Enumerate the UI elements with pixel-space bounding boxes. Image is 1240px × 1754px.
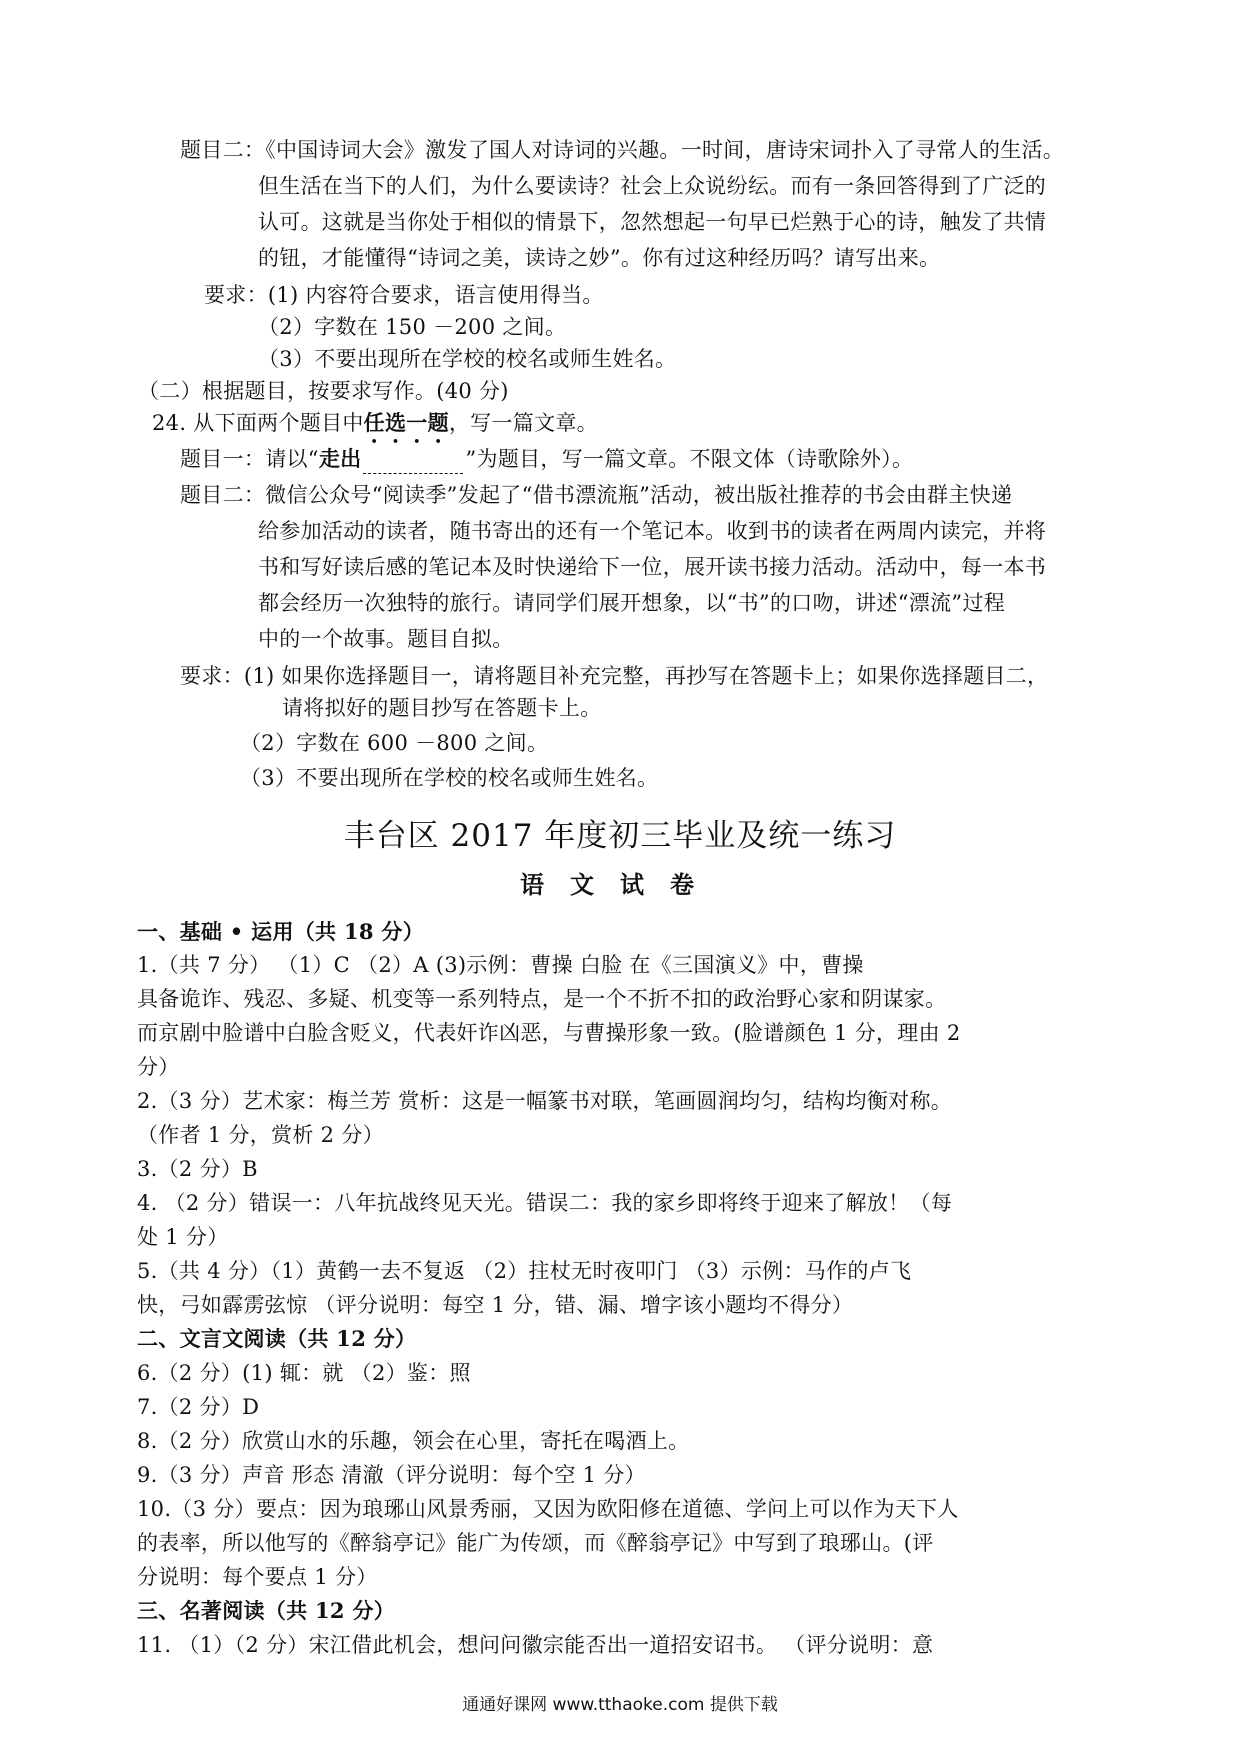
answer-4-line-2: 处 1 分） xyxy=(137,1225,229,1249)
requirement-2: （2）字数在 150 －200 之间。 xyxy=(258,315,567,339)
requirement-3: （3）不要出现所在学校的校名或师生姓名。 xyxy=(258,347,677,371)
answer-10-line-2: 的表率，所以他写的《醉翁亭记》能广为传颂，而《醉翁亭记》中写到了琅琊山。(评 xyxy=(137,1531,934,1555)
answer-1-line-4: 分） xyxy=(137,1055,180,1079)
question-24-suffix: ，写一篇文章。 xyxy=(448,411,598,435)
requirements-2-line-3: （2）字数在 600 －800 之间。 xyxy=(240,731,549,755)
topic-one-prefix: 题目一：请以“ xyxy=(180,447,319,471)
topic-one-suffix: ”为题目，写一篇文章。不限文体（诗歌除外）。 xyxy=(465,447,914,471)
answer-2-line-2: （作者 1 分，赏析 2 分） xyxy=(137,1123,384,1147)
requirements-2-line-1: 要求：(1) 如果你选择题目一，请将题目补充完整，再抄写在答题卡上；如果你选择题目二， xyxy=(180,664,1049,688)
topic-one xyxy=(180,444,913,474)
topic-two-line-4: 的钮，才能懂得“诗词之美，读诗之妙”。你有过这种经历吗？请写出来。 xyxy=(258,246,941,270)
topic-one-bold: 走出 xyxy=(318,446,362,471)
requirements-2-line-2: 请将拟好的题目抄写在答题卡上。 xyxy=(282,696,602,720)
answer-1-line-1: 1.（共 7 分） （1）C （2）A (3)示例：曹操 白脸 在《三国演义》中，曹操 xyxy=(137,953,864,977)
answer-10-line-3: 分说明：每个要点 1 分） xyxy=(137,1565,378,1589)
answer-9: 9.（3 分）声音 形态 清澈（评分说明：每个空 1 分） xyxy=(137,1463,646,1487)
topic-two-b-line-2: 给参加活动的读者，随书寄出的还有一个笔记本。收到书的读者在两周内读完，并将 xyxy=(258,519,1047,543)
answer-1-line-2: 具备诡诈、残忍、多疑、机变等一系列特点，是一个不折不扣的政治野心家和阴谋家。 xyxy=(137,987,947,1011)
topic-two-line-1: 题目二：《中国诗词大会》激发了国人对诗词的兴趣。一时间，唐诗宋词扑入了寻常人的生活。 xyxy=(180,138,1065,162)
question-24 xyxy=(152,408,598,448)
requirements-2-line-4: （3）不要出现所在学校的校名或师生姓名。 xyxy=(240,766,659,790)
section-two-heading: 二、文言文阅读（共 12 分） xyxy=(137,1326,417,1351)
requirement-1: 要求：(1) 内容符合要求，语言使用得当。 xyxy=(204,283,604,307)
footer-source: 通通好课网 www.tthaoke.com 提供下载 xyxy=(462,1695,778,1715)
answer-1-line-3: 而京剧中脸谱中白脸含贬义，代表奸诈凶恶，与曹操形象一致。(脸谱颜色 1 分，理由 2 xyxy=(137,1021,961,1045)
answer-6: 6.（2 分）(1) 辄：就 （2）鉴：照 xyxy=(137,1361,471,1385)
answer-5-line-1: 5.（共 4 分）（1）黄鹤一去不复返 （2）拄杖无时夜叩门 （3）示例：马作的卢飞 xyxy=(137,1259,912,1283)
answer-10-line-1: 10.（3 分）要点：因为琅琊山风景秀丽，又因为欧阳修在道德、学问上可以作为天下人 xyxy=(137,1497,959,1521)
topic-two-line-3: 认可。这就是当你处于相似的情景下，忽然想起一句早已烂熟于心的诗，触发了共情 xyxy=(258,210,1047,234)
answer-subtitle: 语文试卷 xyxy=(520,870,720,899)
answer-8: 8.（2 分）欣赏山水的乐趣，领会在心里，寄托在喝酒上。 xyxy=(137,1429,690,1453)
topic-two-b-line-5: 中的一个故事。题目自拟。 xyxy=(258,627,514,651)
answer-4-line-1: 4. （2 分）错误一：八年抗战终见天光。错误二：我的家乡即将终于迎来了解放！（每 xyxy=(137,1191,953,1215)
section-two-writing: （二）根据题目，按要求写作。(40 分) xyxy=(138,379,509,403)
answer-2-line-1: 2.（3 分）艺术家：梅兰芳 赏析：这是一幅篆书对联，笔画圆润均匀，结构均衡对称。 xyxy=(137,1089,953,1113)
section-one-heading: 一、基础 • 运用（共 18 分） xyxy=(137,919,424,944)
answer-3: 3.（2 分）B xyxy=(137,1157,258,1181)
answer-title: 丰台区 2017 年度初三毕业及统一练习 xyxy=(343,818,897,854)
question-24-emphasis: 任选一题 xyxy=(363,410,449,435)
answer-5-line-2: 快，弓如霹雳弦惊 （评分说明：每空 1 分，错、漏、增字该小题均不得分） xyxy=(137,1293,854,1317)
answer-7: 7.（2 分）D xyxy=(137,1395,260,1419)
topic-two-b-line-1: 题目二：微信公众号“阅读季”发起了“借书漂流瓶”活动，被出版社推荐的书会由群主快递 xyxy=(180,483,1013,507)
topic-two-line-2: 但生活在当下的人们，为什么要读诗？社会上众说纷纭。而有一条回答得到了广泛的 xyxy=(258,174,1047,198)
section-three-heading: 三、名著阅读（共 12 分） xyxy=(137,1598,396,1623)
topic-two-b-line-3: 书和写好读后感的笔记本及时快递给下一位，展开读书接力活动。活动中，每一本书 xyxy=(258,555,1047,579)
answer-11-line-1: 11. （1）（2 分）宋江借此机会，想问问徽宗能否出一道招安诏书。 （评分说明：意 xyxy=(137,1633,934,1657)
topic-one-blank xyxy=(363,453,463,474)
question-24-prefix: 24. 从下面两个题目中 xyxy=(152,411,364,435)
topic-two-b-line-4: 都会经历一次独特的旅行。请同学们展开想象，以“书”的口吻，讲述“漂流”过程 xyxy=(258,591,1006,615)
